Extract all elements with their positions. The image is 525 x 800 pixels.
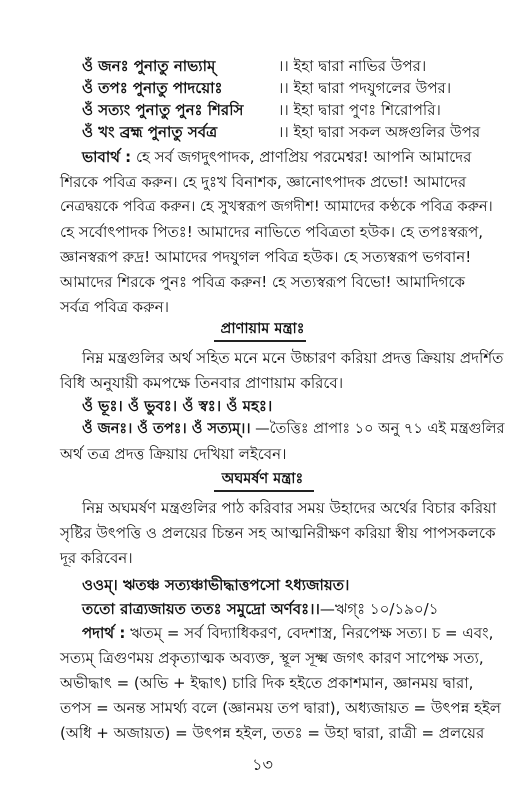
pranayama-line-2: বিধি অনুযায়ী কমপক্ষে তিনবার প্রাণায়াম করিবে। [60, 374, 344, 392]
pranayama-mantra-2-ref: —তৈত্তিঃ প্রাপাঃ ১০ অনু ৭১ এই মন্ত্রগুলির [250, 421, 505, 437]
pranayama-heading-underline [214, 340, 306, 342]
mantra-meaning-2: ।। ইহা দ্বারা পদযুগলের উপর। [278, 79, 452, 97]
mantra-line-3: ওঁ সত্যং পুনাতু পুনঃ শিরসি [82, 101, 244, 119]
aghamarshana-heading: অঘমর্ষণ মন্ত্রাঃ [221, 471, 304, 487]
aghamarshana-line-2: সৃষ্টির উৎপত্তি ও প্রলয়ের চিন্তন সহ আত্মনিরীক্ষণ করিয়া স্বীয় পাপসকলকে [60, 524, 496, 542]
pranayama-line-1: নিম্ন মন্ত্রগুলির অর্থ সহিত মনে মনে উচ্চারণ করিয়া প্রদত্ত ক্রিয়ায় প্রদর্শিত [82, 349, 504, 367]
pranayama-mantra-2 [82, 419, 504, 439]
bhabartha-label: ভাবার্থ : [82, 148, 132, 166]
pranayama-heading: প্রাণায়াম মন্ত্রাঃ [220, 321, 305, 337]
bhabartha-line-4: হে সর্বোৎপাদক পিতঃ! আমাদের নাভিতে পবিত্রতা হউক। হে তপঃস্বরূপ, [60, 223, 484, 241]
pranayama-mantra-1: ওঁ ভূঃ। ওঁ ভুবঃ। ওঁ স্বঃ। ওঁ মহঃ। [82, 397, 273, 415]
padartha-line-1 [82, 623, 493, 643]
pranayama-mantra-2-bold: ওঁ জনঃ। ওঁ তপঃ। ওঁ সত্যম্।। [82, 421, 251, 437]
aghamarshana-mantra-1: ওওম্। ঋতঞ্চ সত্যঞ্চাভীদ্ধাত্তপসো ঽধ্যজায়ত। [82, 576, 350, 594]
mantra-meaning-4: ।। ইহা দ্বারা সকল অঙ্গগুলির উপর [278, 123, 481, 141]
padartha-line-2: সত্যম্ ত্রিগুণময় প্রকৃত্যাত্মক অব্যক্ত, স্থূল সূক্ষ্ম জগৎ কারণ সাপেক্ষ সত্য, [60, 649, 484, 667]
padartha-line-5: (অধি + অজায়ত) = উৎপন্ন হইল, ততঃ = উহা দ্বারা, রাত্রী = প্রলয়ের [60, 724, 485, 742]
bhabartha-first-text: হে সর্ব জগদুৎপাদক, প্রাণপ্রিয় পরমেশ্বর! আপনি আমাদের [131, 148, 472, 166]
mantra-line-1: ওঁ জনঃ পুনাতু নাভ্যাম্ [82, 57, 216, 75]
bhabartha-line-5: জ্ঞানস্বরূপ রুদ্র! আমাদের পদযুগল পবিত্র হউক। হে সত্যস্বরূপ ভগবান! [60, 248, 472, 266]
aghamarshana-line-1: নিম্ন অঘমর্ষণ মন্ত্রগুলির পাঠ করিবার সময় উহাদের অর্থের বিচার করিয়া [82, 499, 497, 517]
mantra-meaning-1: ।। ইহা দ্বারা নাভির উপর। [278, 57, 427, 75]
aghamarshana-mantra-2-bold: ততো রাত্র্যজায়ত ততঃ সমুদ্রো অর্ণবঃ।। [82, 600, 320, 618]
bhabartha-line-1 [82, 147, 471, 167]
pranayama-line-after: অর্থ তত্র প্রদত্ত ক্রিয়ায় দেখিয়া লইবেন। [60, 445, 287, 463]
aghamarshana-line-3: দূর করিবেন। [60, 549, 133, 567]
bhabartha-line-7: সর্বত্র পবিত্র করুন। [60, 298, 169, 316]
padartha-label: পদার্থ : [82, 624, 126, 642]
padartha-line-4: তপস = অনন্ত সামর্থ্য বলে (জ্ঞানময় তপ দ্বারা), অধ্যজায়ত = উৎপন্ন হইল [60, 699, 501, 717]
bhabartha-line-6: আমাদের শিরকে পুনঃ পবিত্র করুন! হে সত্যস্বরূপ বিভো! আমাদিগকে [60, 273, 465, 291]
aghamarshana-mantra-2 [82, 599, 438, 619]
padartha-first-text: ঋতম্ = সর্ব বিদ্যাধিকরণ, বেদশাস্ত্র, নিরপেক্ষ সত্য। চ = এবং, [125, 624, 494, 642]
mantra-line-4: ওঁ খং ব্রহ্ম পুনাতু সর্বত্র [82, 123, 218, 141]
mantra-line-2: ওঁ তপঃ পুনাতু পাদয়োঃ [82, 79, 223, 97]
mantra-meaning-3: ।। ইহা দ্বারা পুণঃ শিরোপরি। [278, 101, 441, 119]
page-number: ১৩ [252, 755, 273, 774]
aghamarshana-heading-underline [214, 490, 314, 492]
aghamarshana-mantra-2-ref: —ঋগ্ঃ ১০/১৯০/১ [319, 600, 439, 618]
padartha-line-3: অভীদ্ধাৎ = (অভি + ইদ্ধাৎ) চারি দিক হইতে প্রকাশমান, জ্ঞানময় দ্বারা, [60, 674, 474, 692]
bhabartha-line-3: নেত্রদ্বয়কে পবিত্র করুন। হে সুখস্বরূপ জগদীশ! আমাদের কণ্ঠকে পবিত্র করুন। [60, 199, 493, 215]
bhabartha-line-2: শিরকে পবিত্র করুন। হে দুঃখ বিনাশক, জ্ঞানোৎপাদক প্রভো! আমাদের [60, 173, 467, 191]
